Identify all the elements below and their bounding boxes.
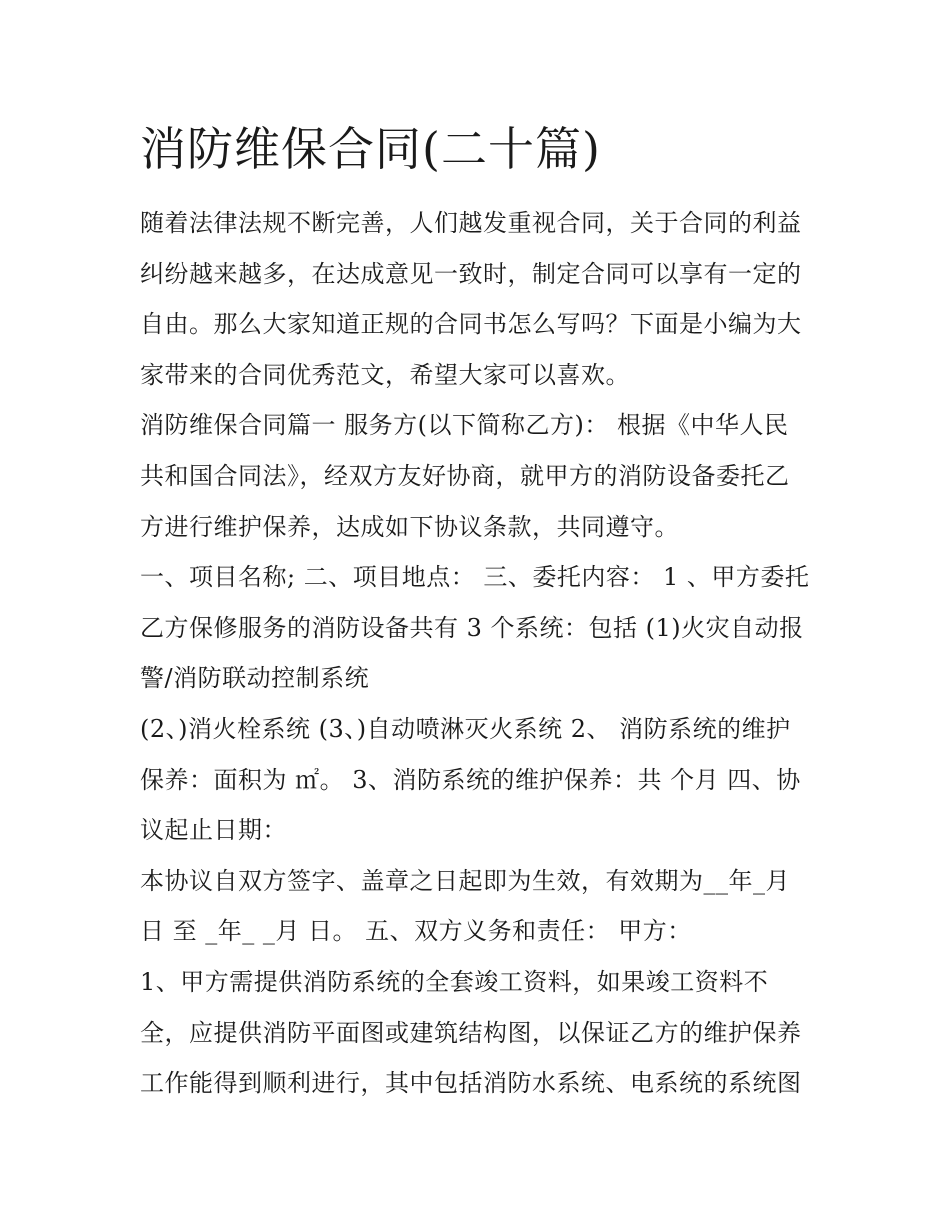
paragraph-intro xyxy=(140,198,820,400)
document-page xyxy=(140,118,820,1109)
text-line: 随着法律法规不断完善，人们越发重视合同，关于合同的利益 xyxy=(140,209,802,237)
text-line: 共和国合同法》，经双方友好协商，就甲方的消防设备委托乙 xyxy=(140,461,790,490)
text-line: 日 至 _年_ _月 日。 五、双方义务和责任： 甲方： xyxy=(140,917,692,946)
text-line: 乙方保修服务的消防设备共有 3 个系统：包括 (1)火灾自动报 xyxy=(140,613,804,642)
paragraph-systems xyxy=(140,704,820,856)
text-line: 纠纷越来越多，在达成意见一致时，制定合同可以享有一定的 xyxy=(140,259,802,288)
text-line: 保养：面积为 ㎡。 3、消防系统的维护保养：共 个月 四、协 xyxy=(140,765,801,794)
text-line: 1、甲方需提供消防系统的全套竣工资料，如果竣工资料不 xyxy=(140,967,769,996)
text-line: 自由。那么大家知道正规的合同书怎么写吗？下面是小编为大 xyxy=(140,310,802,339)
text-line: 全，应提供消防平面图或建筑结构图，以保证乙方的维护保养 xyxy=(140,1018,802,1047)
text-line: 警/消防联动控制系统 xyxy=(140,664,370,693)
text-line: 方进行维护保养，达成如下协议条款，共同遵守。 xyxy=(140,512,679,541)
document-title: 消防维保合同(二十篇) xyxy=(140,122,601,176)
text-line: 议起止日期： xyxy=(140,816,287,845)
text-line: 家带来的合同优秀范文，希望大家可以喜欢。 xyxy=(140,360,630,389)
text-line: 工作能得到顺利进行，其中包括消防水系统、电系统的系统图 xyxy=(140,1069,802,1098)
paragraph-contract-one xyxy=(140,400,820,552)
paragraph-validity xyxy=(140,856,820,957)
text-line: 本协议自双方签字、盖章之日起即为生效，有效期为__年_月 xyxy=(140,866,790,895)
text-line: (2、)消火栓系统 (3、)自动喷淋灭火系统 2、 消防系统的维护 xyxy=(140,714,791,743)
text-line: 一、项目名称; 二、项目地点： 三、委托内容： 1 、甲方委托 xyxy=(140,563,810,592)
paragraph-party-a-duties xyxy=(140,957,820,1109)
text-line: 消防维保合同篇一 服务方(以下简称乙方)： 根据《中华人民 xyxy=(140,411,789,440)
paragraph-project-items xyxy=(140,552,820,704)
